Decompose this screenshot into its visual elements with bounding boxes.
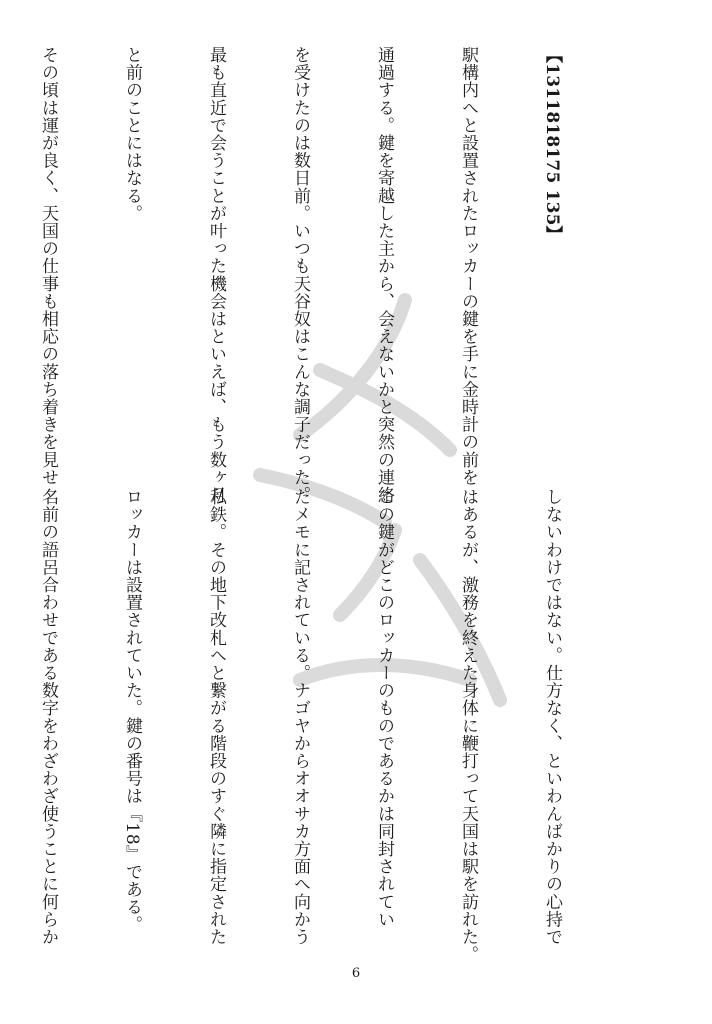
text-line: ロッカーは設置されていた。鍵の番号は『18』である。 bbox=[122, 488, 142, 934]
text-line: 駅構内へと設置されたロッカーの鍵を手に金時計の前を bbox=[458, 46, 478, 486]
text-line: たメモに記されている。ナゴヤからオオサカ方面へ向かう bbox=[290, 488, 310, 946]
page-number: 6 bbox=[351, 966, 361, 981]
text-line: この鍵がどこのロッカーのものであるかは同封されてい bbox=[374, 488, 394, 928]
text-line: と前のことにはなる。 bbox=[122, 46, 142, 222]
text-line: 最も直近で会うことが叶った機会はといえば、もう数ヶ月 bbox=[206, 46, 226, 504]
text-line: 名前の語呂合わせである数字をわざわざ使うことに何らか bbox=[38, 488, 58, 946]
manuscript-code: 【1311818175 135】 bbox=[542, 46, 562, 243]
text-line: 私鉄。その地下改札へと繋がる階段のすぐ隣に指定された bbox=[206, 488, 226, 946]
text-block-lower bbox=[38, 488, 622, 964]
text-line: その頃は運が良く、天国の仕事も相応の落ち着きを見せ bbox=[38, 46, 58, 486]
text-line: 通過する。鍵を寄越した主から、会えないかと突然の連絡 bbox=[374, 46, 394, 504]
text-line: を受けたのは数日前。いつも天谷奴はこんな調子だった。 bbox=[290, 46, 310, 504]
text-line: はあるが、激務を終えた身体に鞭打って天国は駅を訪れた。 bbox=[458, 488, 478, 964]
text-block-upper bbox=[38, 46, 622, 504]
text-line: しないわけではない。仕方なく、といわんばかりの心持で bbox=[542, 488, 562, 946]
